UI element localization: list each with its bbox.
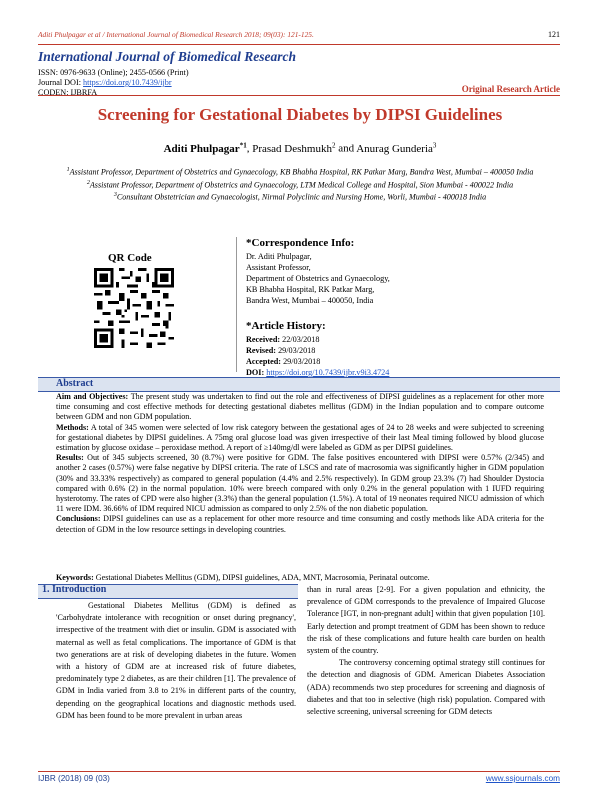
history-accepted: Accepted: 29/03/2018 [246, 357, 321, 366]
qr-code-image [94, 268, 174, 348]
abstract-conclusions: Conclusions: DIPSI guidelines can use as a replacement for other more resource and time consuming and costly methods like ADA criteria for the detection of GDM in the low resource settings in developing countries. [56, 514, 544, 534]
history-revised: Revised: 29/03/2018 [246, 346, 316, 355]
affiliation-2: $^2$Assistant Professor, Department of Obstetrics and Gynaecology, LTM Medical College and Hospital, Sion Mumbai - 400022 India [86, 179, 514, 190]
page-number: 121 [548, 30, 560, 39]
article-title: Screening for Gestational Diabetes by DIPSI Guidelines [97, 105, 503, 124]
article-history [246, 334, 389, 378]
affiliations [60, 165, 540, 203]
author-list: Aditi Phulpagar$^{*1}$, Prasad Deshmukh$^2$ and Anurag Gunderia$^3$ [163, 141, 437, 155]
correspondence-line: Dr. Aditi Phulpagar, [246, 252, 312, 261]
history-received: Received: 22/03/2018 [246, 335, 320, 344]
footer-rule [38, 771, 560, 772]
abstract-heading-bar [38, 377, 560, 392]
journal-doi-label: Journal DOI: [38, 78, 84, 87]
author-2: Prasad Deshmukh$^2$ [252, 141, 336, 155]
intro-paragraph: The controversy concerning optimal strategy still continues for the detection and diagnosis of GDM. American Diabetes Association (ADA) recommends two step procedures for screening and diagnosis of diabetes and that too in selective (high risk) population. Compared with selective screening, universal screening for GDM detects [307, 658, 545, 717]
intro-paragraph: than in rural areas [2-9]. For a given population and ethnicity, the prevalence of GDM corresponds to the prevalence of Impaired Glucose Tolerance [IGT, in non-pregnant adult] within that given population [10]. Early detection and prompt treatment of GDM has been shown to reduce the risk of these complications and future health care burden on health system of the country. [307, 585, 545, 656]
meta-rule [38, 95, 560, 96]
footer-journal-ref: IJBR (2018) 09 (03) [38, 774, 110, 783]
article-history-heading: *Article History: [246, 320, 326, 332]
footer-website-link[interactable]: www.ssjournals.com [485, 774, 560, 783]
article-type: Original Research Article [461, 84, 560, 94]
abstract-body [56, 392, 544, 535]
author-3: Anurag Gunderia$^3$ [356, 141, 437, 155]
author-1: Aditi Phulpagar$^{*1}$ [163, 141, 247, 155]
journal-coden: CODEN: IJBRFA [38, 88, 98, 97]
correspondence-address [246, 251, 390, 306]
abstract-results: Results: Out of 345 subjects screened, 30 (8.7%) were positive for GDM. The false positives encountered with DIPSI were 0.57% (2/345) and another 2 cases (0.57%) were false negative by DIPSI criteria. The rate of LSCS and rate of macrosomia was significantly higher in GDM population (30% and 33.33% respectively) as compared to general population (4.4% and 2.5% respectively). In GDM group 23.3% (7) had Shoulder Dystocia compared with 0.6% (2) in the normal population. 10% were breech compared with only 0.2% in the general population with 1 IUFD requiring hysterotomy. The rates of CPD were also higher (3.3%) than the general population (1.5%). A total of 19 neonates required NICU admission of which 11 were IDM. 36.66% of IDM required NICU admission as compared to only 2.5% of the non diabetic population. [56, 453, 544, 514]
article-doi-link[interactable]: https://doi.org/10.7439/ijbr.v9i3.4724 [266, 368, 390, 377]
affiliation-3: $^3$Consultant Obstetrician and Gynaecologist, Nirmal Polyclinic and Nursing Home, Worli, Mumbai - 400018 India [113, 192, 487, 203]
abstract-aim: Aim and Objectives: The present study was undertaken to find out the role and effectiveness of DIPSI guidelines as a replacement for other more time consuming and cost effective methods for detecting gestational diabetes mellitus (GDM) in the Indian population and to compare outcome between GDM and non GDM population. [56, 392, 544, 422]
introduction-right-column [307, 584, 545, 718]
affiliation-1: $^1$Assistant Professor, Department of Obstetrics and Gynaecology, KB Bhabha Hospital, RK Patkar Marg, Bandra West, Mumbai – 400050 India [66, 167, 534, 177]
keywords: Keywords: Gestational Diabetes Mellitus (GDM), DIPSI guidelines, ADA, MNT, Macrosomia, Perinatal outcome. [56, 573, 430, 582]
journal-doi-link[interactable]: https://doi.org/10.7439/ijbr [83, 78, 172, 87]
header-rule [38, 44, 560, 45]
intro-paragraph: Gestational Diabetes Mellitus (GDM) is defined as 'Carbohydrate intolerance with recognition or onset during pregnancy', irrespective of the treatment with diet or insulin. GDM is associated with maternal as well as fetal complications. The importance of GDM is that two generations are at risk of developing diabetes in the future. Women with a history of GDM are at increased risk of future diabetes, predominately type 2 diabetes, as are their children [1]. The prevalence of GDM in India varied from 3.8 to 21% in different parts of the country, depending on the geographical locations and diagnostic methods used. GDM has been found to be more prevalent in urban areas [56, 601, 296, 720]
journal-issn: ISSN: 0976-9633 (Online); 2455-0566 (Print) [38, 68, 189, 77]
history-doi: DOI: https://doi.org/10.7439/ijbr.v9i3.4724 [246, 368, 390, 377]
abstract-methods: Methods: A total of 345 women were selected of low risk category between the gestational ages of 24 to 28 weeks and were subjected to screening for gestational diabetes by DIPSI guidelines. A 75mg oral glucose load was given irrespective of their last Meal timing followed by blood glucose estimation by glucose oxidase – peroxidase method. A report of ≥140mg/dl were labeled as GDM as per DIPSI guidelines. [56, 422, 544, 453]
introduction-heading: 1. Introduction [42, 584, 107, 595]
correspondence-heading: *Correspondence Info: [246, 237, 355, 249]
correspondence-line: Assistant Professor, [246, 263, 311, 272]
qr-code-title: QR Code [108, 252, 152, 264]
running-header-citation: Aditi Phulpagar et al / International Journal of Biomedical Research 2018; 09(03): 121-125. [38, 30, 314, 39]
introduction-left-column [56, 600, 296, 722]
correspondence-line: Bandra West, Mumbai – 400050, India [246, 296, 374, 305]
correspondence-line: KB Bhabha Hospital, RK Patkar Marg, [246, 285, 375, 294]
abstract-heading: Abstract [56, 378, 94, 389]
column-divider [236, 237, 237, 372]
journal-name: International Journal of Biomedical Research [38, 49, 297, 64]
correspondence-line: Department of Obstetrics and Gynaecology, [246, 274, 390, 283]
